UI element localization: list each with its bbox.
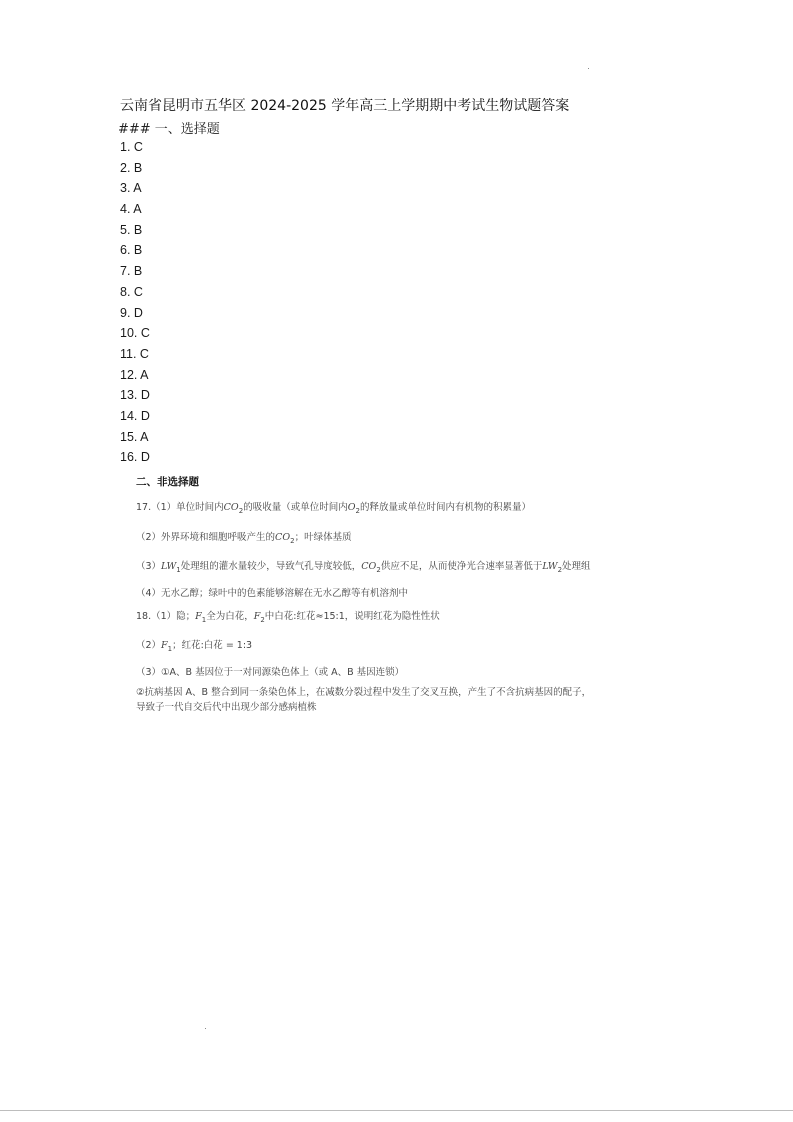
- q17-part4: （4）无水乙醇；绿叶中的色素能够溶解在无水乙醇等有机溶剂中: [136, 588, 409, 599]
- answer-item: 5. B: [120, 222, 143, 237]
- q18-part1: 18.（1）隐；$F_1$全为白花，$F_2$中白花:红花≈15:1，说明红花为隐性性状: [136, 611, 440, 624]
- scan-dot: [588, 68, 589, 69]
- answer-item: 1. C: [120, 140, 143, 154]
- answer-item: 4. A: [120, 202, 142, 217]
- q17-part2: （2）外界环境和细胞呼吸产生的$CO_2$；叶绿体基质: [136, 532, 352, 545]
- answer-item: 3. A: [120, 181, 142, 196]
- answer-item: 9. D: [120, 305, 143, 320]
- q18-part3-detail-line1: ②抗病基因 A、B 整合到同一条染色体上，在减数分裂过程中发生了交叉互换，产生了不含抗病基因的配子，: [136, 687, 592, 698]
- section-heading-nonchoice: 二、非选择题: [136, 476, 199, 488]
- q18-part3-detail-line2: 导致子一代自交后代中出现少部分感病植株: [136, 702, 317, 713]
- q17-part1: 17.（1）单位时间内$CO_2$的吸收量（或单位时间内$O_2$的释放量或单位时间内有机物的积累量）: [136, 502, 531, 515]
- answer-item: 6. B: [120, 243, 143, 258]
- answer-list: [120, 137, 150, 468]
- answer-item: 16. D: [120, 450, 150, 465]
- answer-item: 12. A: [120, 367, 149, 382]
- section-heading-choice: ### 一、选择题: [118, 122, 220, 137]
- answer-item: 10. C: [120, 326, 150, 341]
- page-bottom-rule: [0, 1110, 793, 1111]
- answer-item: 8. C: [120, 284, 143, 299]
- q17-part3: $(3)LW_1$处理组的灌水量较少，导致气孔导度较低，$CO_2$供应不足，从而使净光合速率显著低于$LW_2$处理组: [136, 561, 591, 574]
- answer-item: 13. D: [120, 388, 150, 403]
- answer-item: 11. C: [120, 346, 149, 361]
- document-title: 云南省昆明市五华区 2024-2025 学年高三上学期期中考试生物试题答案: [120, 98, 570, 114]
- scan-dot: [205, 1028, 206, 1029]
- answer-item: 14. D: [120, 408, 150, 423]
- q18-part2: $(2)F_1$；红花:白花 = 1:3: [136, 640, 253, 653]
- answer-item: 2. B: [120, 160, 143, 175]
- answer-item: 15. A: [120, 429, 149, 444]
- q18-part3: （3）①A、B 基因位于一对同源染色体上（或 A、B 基因连锁）: [136, 667, 405, 678]
- answer-item: 7. B: [120, 264, 143, 279]
